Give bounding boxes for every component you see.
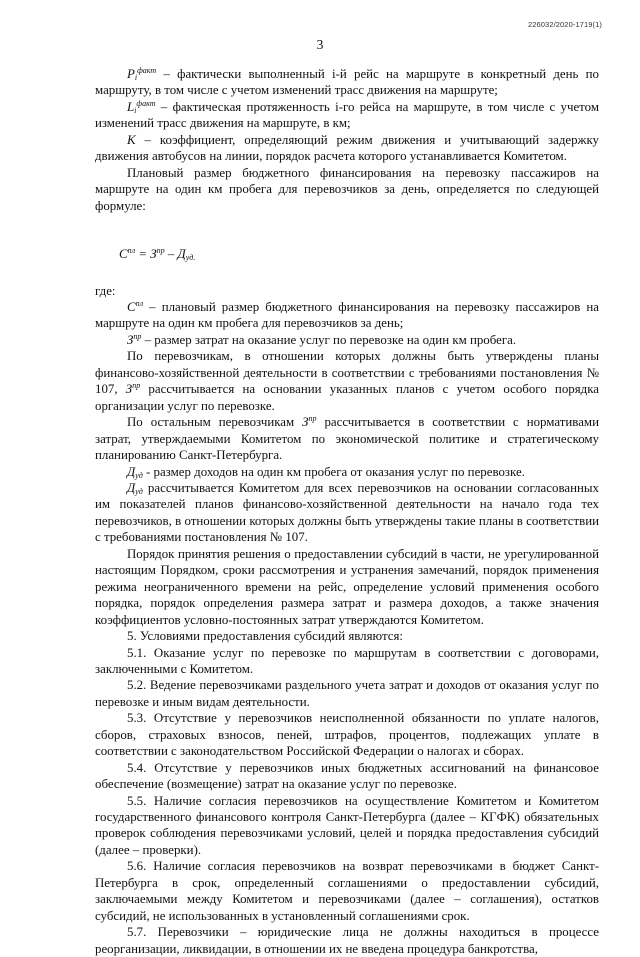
text: По остальным перевозчикам <box>127 415 303 430</box>
where-label: где: <box>95 283 116 298</box>
minus-sign: – <box>164 247 178 262</box>
clause-5-2: 5.2. Ведение перевозчиками раздельного учета затрат и доходов от оказания услуг по перевозке и иным видам деятельности. <box>95 678 599 709</box>
paragraph-cpl <box>95 299 599 332</box>
symbol-z: З <box>125 382 133 397</box>
symbol-p: P <box>127 67 135 81</box>
paragraph-plan-size: Плановый размер бюджетного финансирования на перевозку пассажиров на маршруте на один км пробега для перевозчиков за день, определяется по следующей формуле: <box>95 165 599 213</box>
equals-sign: = <box>135 247 151 262</box>
page-number: 3 <box>316 37 324 52</box>
symbol-ud: уд <box>135 470 143 480</box>
formula <box>95 246 599 262</box>
clause-5-5: 5.5. Наличие согласия перевозчиков на осуществление Комитетом и Комитетом государственного финансового контроля Санкт-Петербурга (далее – КГФК) обязательных проверок соблюдения перевозчиками условий, целей и порядка предоставления субсидий (далее – проверки). <box>95 793 599 857</box>
document-body <box>95 66 599 957</box>
paragraph-procedure: Порядок принятия решения о предоставлении субсидий в части, не урегулированной настоящим Порядком, сроки рассмотрения и устранения замечаний, порядок применения режима неограниченного времени на рейс, определение условий применения особого порядка, порядок определения размера затрат и размера доходов, а также значения коэффициентов условно-постоянных затрат утверждаются Комитетом. <box>95 546 599 627</box>
paragraph-pfact <box>95 66 599 99</box>
symbol-ud: уд <box>135 486 143 496</box>
symbol-z: З <box>150 247 157 262</box>
paragraph-zpr <box>95 332 599 348</box>
symbol-pr: пр <box>156 246 165 256</box>
text: рассчитывается Комитетом для всех перевозчиков на основании согласованных им показателей планов финансово-хозяйственной деятельности на начало года тех перевозчиков, в отношении которых должны быть утверждены такие планы в соответствии с требованиями постановления № 107. <box>95 480 599 545</box>
symbol-k: K <box>127 132 136 147</box>
symbol-i: i <box>134 73 138 82</box>
symbol-pr: пр <box>132 381 141 391</box>
text: – плановый размер бюджетного финансирования на перевозку пассажиров на маршруте на один км пробега для перевозчиков за день; <box>95 299 599 331</box>
symbol-pr: пр <box>133 331 142 341</box>
symbol-pr: пр <box>308 414 317 424</box>
document-number: 226032/2020-1719(1) <box>527 20 602 29</box>
paragraph-lfact <box>95 99 599 132</box>
symbol-pl: пл <box>127 246 136 256</box>
text: – коэффициент, определяющий режим движения и учитывающий задержку движения автобусов на линии, порядок расчета которого устанавливается Комитетом. <box>95 132 599 164</box>
symbol-fact: факт <box>136 98 156 108</box>
text: рассчитывается в соответствии с нормативами затрат, утверждаемыми Комитетом по экономической политике и стратегическому планированию Санкт-Петербурга. <box>95 415 599 463</box>
paragraph-plans <box>95 348 599 414</box>
symbol-c: C <box>119 247 128 262</box>
text: – фактически выполненный i-й рейс на маршруте в конкретный день по маршруту, в том числе с учетом изменений трасс движения на маршруте; <box>95 67 599 98</box>
clause-5-3: 5.3. Отсутствие у перевозчиков неисполненной обязанности по уплате налогов, сборов, страховых взносов, пеней, штрафов, процентов, подлежащих уплате в соответствии с законодательством Российской Федерации о налогах и сборах. <box>95 711 599 759</box>
symbol-d: Д <box>127 464 136 479</box>
text: рассчитывается на основании указанных планов с учетом особого порядка организации услуг по перевозке. <box>95 382 599 413</box>
paragraph-k <box>95 132 599 165</box>
symbol-l: L <box>127 99 135 114</box>
text: По перевозчикам, в отношении которых должны быть утверждены планы финансово-хозяйственной деятельности в соответствии с требованиями постановления № 107, <box>95 349 599 397</box>
symbol-z: З <box>302 415 309 430</box>
clause-5-7: 5.7. Перевозчики – юридические лица не должны находиться в процессе реорганизации, ликвидации, в отношении их не введена процедура банкротства, <box>95 925 599 956</box>
clause-5-6: 5.6. Наличие согласия перевозчиков на возврат перевозчиками в бюджет Санкт-Петербурга в срок, определенный соглашениями о предоставлении субсидий, заключаемыми между Комитетом и перевозчиками (далее – соглашения), остатков субсидий, не использованных в установленный соглашениями срок. <box>95 859 599 923</box>
symbol-ud: уд. <box>185 253 196 263</box>
clause-5-4: 5.4. Отсутствие у перевозчиков иных бюджетных ассигнований на финансовое обеспечение (возмещение) затрат на оказание услуг по перевозке. <box>95 760 599 792</box>
clause-5-1: 5.1. Оказание услуг по перевозке по маршрутам в соответствии с договорами, заключенными с Комитетом. <box>95 645 599 676</box>
text: - размер доходов на один км пробега от оказания услуг по перевозке. <box>142 464 525 479</box>
symbol-z: З <box>127 332 134 347</box>
paragraph-other-carriers <box>95 414 599 463</box>
paragraph-dud-calc <box>95 480 599 546</box>
symbol-i: i <box>134 105 137 115</box>
symbol-d: Д <box>127 480 136 495</box>
symbol-d: Д <box>177 247 186 262</box>
symbol-fact: факт <box>137 66 157 75</box>
text: – фактическая протяженность i-го рейса на маршруте, в том числе с учетом изменений трасс движения на маршруте, в км; <box>95 99 599 131</box>
paragraph-dud <box>95 464 599 480</box>
text: – размер затрат на оказание услуг по перевозке на один км пробега. <box>141 332 517 347</box>
symbol-pl: пл <box>135 298 144 308</box>
symbol-c: C <box>127 299 136 314</box>
section-5-heading: 5. Условиями предоставления субсидий являются: <box>127 629 404 644</box>
